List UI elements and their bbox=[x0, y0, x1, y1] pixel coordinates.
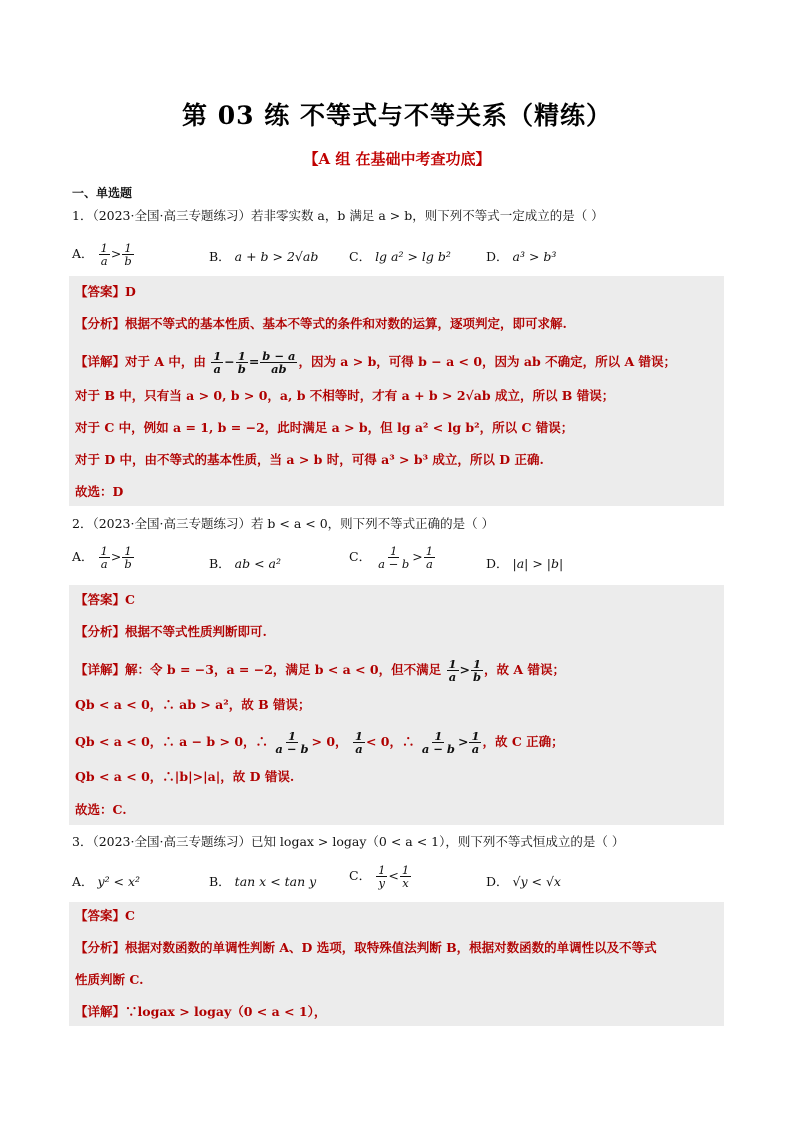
q1-choose: 故选：D bbox=[75, 484, 124, 499]
q2-detail-1: 【详解】解：令 b = −3，a = −2，满足 b < a < 0，但不满足 $\frac{1}{a}$ > $\frac{1}{b}$ ，故 A 错误； bbox=[75, 657, 565, 684]
q2-stem: 2．（2023·全国·高三专题练习）若 b < a < 0，则下列不等式正确的是（ ） bbox=[72, 516, 495, 531]
section-heading: 一、单选题 bbox=[72, 186, 133, 200]
q3-detail-1: 【详解】∵logax > logay（0 < a < 1）， bbox=[75, 1004, 327, 1019]
page-title: 第 03 练 不等式与不等关系（精练） bbox=[182, 101, 612, 130]
q2-option-a[interactable]: A． $\frac{1}{a}$ > $\frac{1}{b}$ bbox=[72, 544, 132, 571]
q1-detail-1: 【详解】对于 A 中，由 $\frac{1}{a}$ − $\frac{1}{b}$ = $\frac{b - a}{ab}$ ，因为 a > b，可得 b − a < 0，因为 ab 不确定，所以 A 错误； bbox=[75, 349, 676, 376]
q1-detail-2: 对于 B 中，只有当 a > 0, b > 0，a, b 不相等时，才有 a + b > 2√ab 成立，所以 B 错误； bbox=[75, 388, 615, 403]
q1-detail-3: 对于 C 中，例如 a = 1, b = −2，此时满足 a > b，但 lg a² < lg b²，所以 C 错误； bbox=[75, 420, 574, 435]
q2-option-d[interactable]: D． |a| > |b| bbox=[486, 556, 564, 571]
q1-detail-4: 对于 D 中，由不等式的基本性质，当 a > b 时，可得 a³ > b³ 成立，所以 D 正确. bbox=[75, 452, 544, 467]
q2-analysis: 【分析】根据不等式性质判断即可. bbox=[75, 624, 267, 639]
group-subtitle: 【A 组 在基础中考查功底】 bbox=[303, 150, 491, 168]
q1-option-c[interactable]: C． lg a² > lg b² bbox=[349, 249, 451, 264]
q3-answer: 【答案】C bbox=[75, 908, 135, 923]
q2-detail-2: Qb < a < 0，∴ ab > a²，故 B 错误； bbox=[75, 697, 311, 712]
q3-analysis-1: 【分析】根据对数函数的单调性判断 A、D 选项，取特殊值法判断 B，根据对数函数的单调性以及不等式 bbox=[75, 940, 657, 955]
q1-option-b[interactable]: B． a + b > 2√ab bbox=[209, 249, 319, 264]
q3-option-d[interactable]: D． √y < √x bbox=[486, 874, 561, 889]
q2-choose: 故选：C. bbox=[75, 802, 127, 817]
q3-option-b[interactable]: B． tan x < tan y bbox=[209, 874, 317, 889]
q3-option-a[interactable]: A． y² < x² bbox=[72, 874, 141, 889]
q2-option-b[interactable]: B． ab < a² bbox=[209, 556, 282, 571]
q1-analysis: 【分析】根据不等式的基本性质、基本不等式的条件和对数的运算，逐项判定，即可求解. bbox=[75, 316, 567, 331]
q1-answer: 【答案】D bbox=[75, 284, 136, 299]
q2-detail-4: Qb < a < 0，∴|b|>|a|，故 D 错误. bbox=[75, 769, 295, 784]
q3-stem: 3．（2023·全国·高三专题练习）已知 logax > logay（0 < a < 1），则下列不等式恒成立的是（ ） bbox=[72, 834, 625, 849]
q1-option-d[interactable]: D． a³ > b³ bbox=[486, 249, 557, 264]
q3-analysis-2: 性质判断 C. bbox=[75, 972, 144, 987]
q2-detail-3: Qb < a < 0，∴ a − b > 0，∴ $\frac{1}{a - b}$ > 0， $\frac{1}{a}$ < 0，∴ $\frac{1}{a - b}$ > $\frac{1}{a}$ ，故 C 正确； bbox=[75, 729, 564, 756]
q1-option-a[interactable]: A． $\frac{1}{a}$ > $\frac{1}{b}$ bbox=[72, 241, 132, 268]
q3-option-c[interactable]: C． $\frac{1}{y}$ < $\frac{1}{x}$ bbox=[349, 863, 410, 890]
q2-answer: 【答案】C bbox=[75, 592, 135, 607]
q2-option-c[interactable]: C． $\frac{1}{a - b}$ > $\frac{1}{a}$ bbox=[349, 544, 434, 571]
q1-stem: 1．（2023·全国·高三专题练习）若非零实数 a，b 满足 a > b，则下列不等式一定成立的是（ ） bbox=[72, 208, 604, 223]
